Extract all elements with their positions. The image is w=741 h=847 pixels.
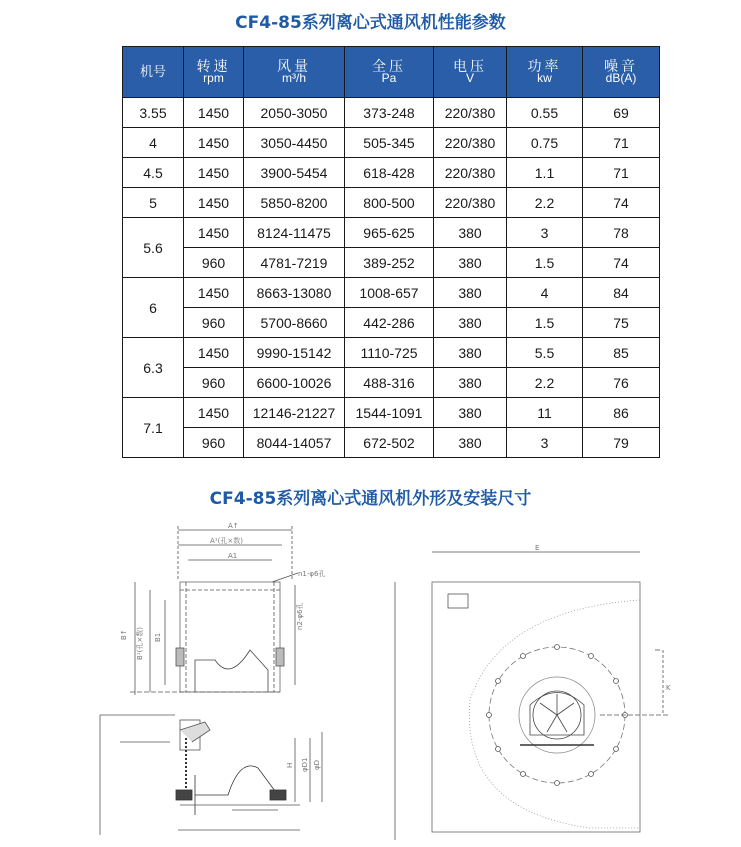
cell-noise: 86: [583, 398, 660, 428]
cell-noise: 79: [583, 428, 660, 458]
label-h: H: [286, 762, 294, 768]
cell-model: 6: [123, 278, 184, 338]
cell-rpm: 960: [184, 248, 244, 278]
cell-power: 0.55: [507, 98, 583, 128]
cell-power: 1.5: [507, 308, 583, 338]
cell-power: 5.5: [507, 338, 583, 368]
table-row: [123, 398, 660, 428]
table-row: [123, 128, 660, 158]
table-row: [123, 278, 660, 308]
table-row: [123, 338, 660, 368]
cell-pressure: 618-428: [345, 158, 434, 188]
cell-rpm: 960: [184, 428, 244, 458]
cell-pressure: 373-248: [345, 98, 434, 128]
cell-flow: 8044-14057: [244, 428, 345, 458]
cell-model: 3.55: [123, 98, 184, 128]
label-b-holes: B¹(孔×数): [136, 627, 144, 660]
cell-noise: 76: [583, 368, 660, 398]
label-b1: B1: [154, 632, 162, 642]
cell-power: 1.1: [507, 158, 583, 188]
cell-flow: 12146-21227: [244, 398, 345, 428]
cell-model: 6.3: [123, 338, 184, 398]
cell-rpm: 1450: [184, 128, 244, 158]
header-pressure: 全压 Pa: [345, 47, 434, 98]
cell-noise: 84: [583, 278, 660, 308]
cell-rpm: 1450: [184, 188, 244, 218]
cell-voltage: 220/380: [434, 128, 507, 158]
cell-rpm: 1450: [184, 98, 244, 128]
header-voltage: 电压 V: [434, 47, 507, 98]
cell-rpm: 960: [184, 368, 244, 398]
cell-power: 3: [507, 218, 583, 248]
cell-power: 4: [507, 278, 583, 308]
cell-pressure: 1544-1091: [345, 398, 434, 428]
cell-voltage: 220/380: [434, 98, 507, 128]
cell-pressure: 442-286: [345, 308, 434, 338]
label-d: φD: [313, 759, 321, 770]
label-a-holes: A¹(孔×数): [210, 537, 243, 545]
cell-flow: 8663-13080: [244, 278, 345, 308]
cell-noise: 71: [583, 128, 660, 158]
cell-power: 0.75: [507, 128, 583, 158]
label-d1: φD1: [301, 757, 309, 772]
table-row: [123, 158, 660, 188]
table-row: [123, 248, 660, 278]
cell-rpm: 960: [184, 308, 244, 338]
table-row: [123, 188, 660, 218]
cell-voltage: 380: [434, 368, 507, 398]
cell-rpm: 1450: [184, 338, 244, 368]
cell-model: 5: [123, 188, 184, 218]
cell-voltage: 380: [434, 308, 507, 338]
header-rpm: 转速 rpm: [184, 47, 244, 98]
cell-pressure: 389-252: [345, 248, 434, 278]
cell-model: 4.5: [123, 158, 184, 188]
cell-flow: 3900-5454: [244, 158, 345, 188]
cell-power: 2.2: [507, 368, 583, 398]
label-a1: A1: [228, 552, 238, 560]
cell-power: 3: [507, 428, 583, 458]
label-b-outer: B↑: [120, 629, 128, 640]
cell-power: 1.5: [507, 248, 583, 278]
cell-voltage: 380: [434, 248, 507, 278]
cell-voltage: 220/380: [434, 158, 507, 188]
cell-pressure: 965-625: [345, 218, 434, 248]
cell-rpm: 1450: [184, 218, 244, 248]
cell-model: 7.1: [123, 398, 184, 458]
side-view-drawing: [100, 522, 326, 835]
cell-pressure: 1110-725: [345, 338, 434, 368]
cell-rpm: 1450: [184, 278, 244, 308]
cell-pressure: 488-316: [345, 368, 434, 398]
cell-voltage: 380: [434, 428, 507, 458]
table-row: [123, 218, 660, 248]
label-hole-spec: n1-φ6孔: [298, 570, 326, 578]
table-row: [123, 98, 660, 128]
cell-flow: 4781-7219: [244, 248, 345, 278]
cell-noise: 74: [583, 248, 660, 278]
table-row: [123, 308, 660, 338]
cell-flow: 6600-10026: [244, 368, 345, 398]
cell-noise: 78: [583, 218, 660, 248]
header-noise: 噪音 dB(A): [583, 47, 660, 98]
cell-voltage: 380: [434, 398, 507, 428]
table-row: [123, 368, 660, 398]
cell-voltage: 380: [434, 278, 507, 308]
label-e: E: [535, 544, 540, 552]
cell-voltage: 380: [434, 218, 507, 248]
header-flow: 风量 m³/h: [244, 47, 345, 98]
cell-power: 2.2: [507, 188, 583, 218]
cell-pressure: 672-502: [345, 428, 434, 458]
dimensions-title: CF4-85系列离心式通风机外形及安装尺寸: [209, 489, 532, 509]
table-row: [123, 428, 660, 458]
cell-noise: 71: [583, 158, 660, 188]
cell-noise: 85: [583, 338, 660, 368]
cell-model: 4: [123, 128, 184, 158]
cell-flow: 2050-3050: [244, 98, 345, 128]
cell-rpm: 1450: [184, 158, 244, 188]
cell-flow: 5700-8660: [244, 308, 345, 338]
cell-flow: 5850-8200: [244, 188, 345, 218]
cell-noise: 69: [583, 98, 660, 128]
cell-noise: 74: [583, 188, 660, 218]
front-view-drawing: [395, 544, 671, 840]
installation-drawing: [0, 510, 741, 847]
cell-voltage: 380: [434, 338, 507, 368]
label-k: K: [666, 684, 671, 692]
cell-flow: 8124-11475: [244, 218, 345, 248]
performance-title: CF4-85系列离心式通风机性能参数: [235, 13, 506, 33]
cell-rpm: 1450: [184, 398, 244, 428]
cell-voltage: 220/380: [434, 188, 507, 218]
cell-noise: 75: [583, 308, 660, 338]
header-model: 机号: [123, 47, 184, 98]
label-hole-spec-side: n2-φ6孔: [296, 602, 304, 630]
header-power: 功率 kw: [507, 47, 583, 98]
label-a-outer: A↑: [228, 522, 239, 530]
cell-pressure: 1008-657: [345, 278, 434, 308]
table-header-row: [123, 47, 660, 98]
cell-power: 11: [507, 398, 583, 428]
cell-flow: 3050-4450: [244, 128, 345, 158]
cell-flow: 9990-15142: [244, 338, 345, 368]
performance-table: [122, 46, 660, 458]
cell-pressure: 505-345: [345, 128, 434, 158]
cell-model: 5.6: [123, 218, 184, 278]
cell-pressure: 800-500: [345, 188, 434, 218]
